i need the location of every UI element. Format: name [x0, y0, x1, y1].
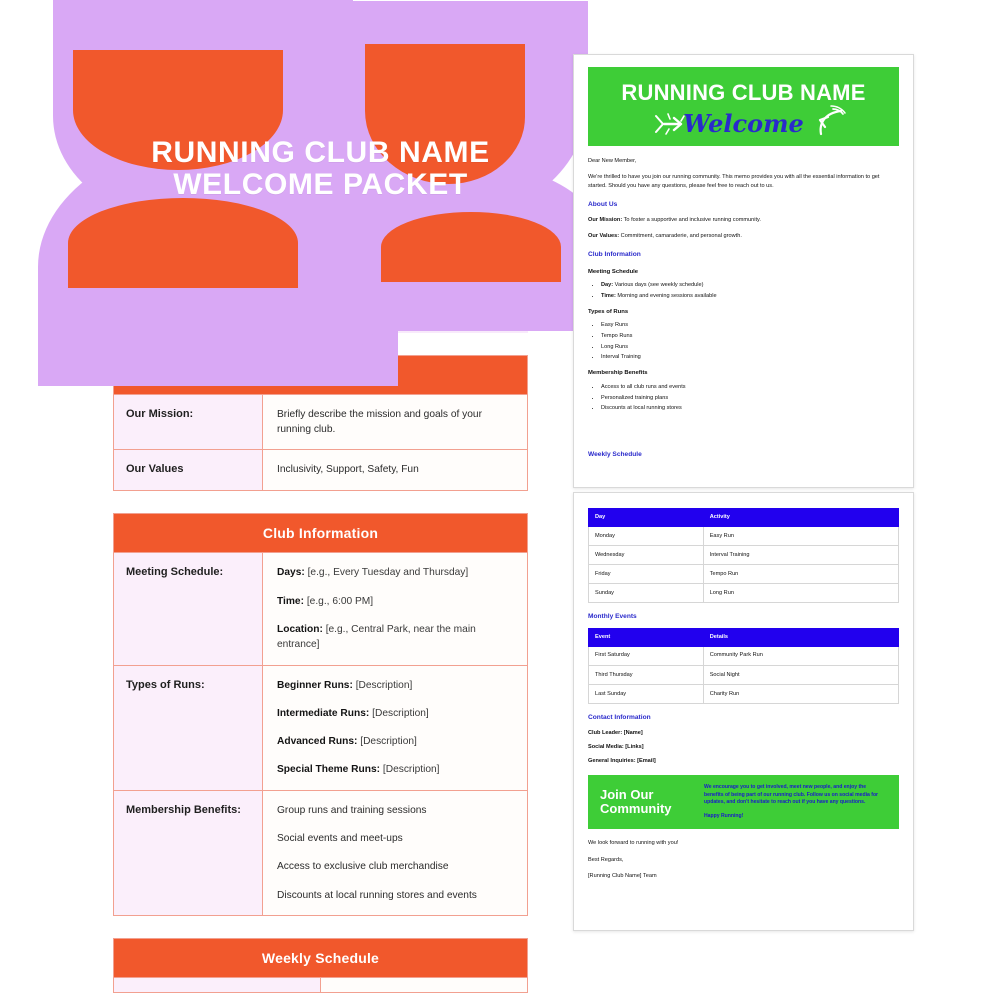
meeting-line — [277, 594, 513, 609]
welcome-packet-document — [113, 106, 528, 966]
club-information-heading: Club Information — [114, 514, 528, 553]
memo-salutation: Dear New Member, — [588, 158, 637, 164]
table-row — [114, 450, 528, 491]
run-type-line — [277, 706, 513, 721]
memo-values-line — [588, 232, 899, 241]
weekly-schedule-table — [113, 938, 528, 993]
memo-meeting-schedule-heading: Meeting Schedule — [588, 268, 639, 275]
memo-body-continued — [588, 508, 899, 881]
memo-mission-text: To foster a supportive and inclusive running community. — [622, 216, 761, 223]
cell-details: Social Night — [703, 666, 898, 685]
packet-title — [113, 106, 528, 232]
about-values-label: Our Values — [114, 450, 263, 491]
cell-day: Wednesday — [589, 546, 704, 565]
memo-meeting-list — [588, 281, 899, 301]
table-row — [589, 685, 899, 704]
memo-contact-information-heading: Contact Information — [588, 714, 651, 722]
table-row — [589, 666, 899, 685]
column-header-day: Day — [589, 509, 704, 527]
memo-banner — [588, 67, 899, 146]
cell-details: Community Park Run — [703, 646, 898, 665]
meeting-item-label: Day: — [601, 282, 614, 289]
contact-label: General Inquiries: — [588, 757, 636, 764]
table-header-row — [589, 509, 899, 527]
list-item: • Personalized training plans — [601, 394, 899, 403]
closing-line-2: Best Regards, — [588, 856, 624, 863]
column-header-event: Event — [589, 628, 704, 646]
contact-value: [Links] — [623, 743, 644, 750]
meeting-line-value: [e.g., Every Tuesday and Thursday] — [307, 567, 469, 579]
contact-label: Social Media: — [588, 743, 624, 750]
memo-closing — [588, 839, 899, 880]
cell-day: Sunday — [589, 584, 704, 603]
list-item: • Access to all club runs and events — [601, 383, 899, 392]
run-type-label: Beginner Runs: — [277, 679, 353, 691]
benefit-line: Access to exclusive club merchandise — [277, 861, 449, 873]
table-row — [589, 584, 899, 603]
about-mission-value: Briefly describe the mission and goals of your running club. — [263, 394, 528, 450]
memo-membership-benefits-heading: Membership Benefits — [588, 370, 648, 377]
meeting-item-value: Various days (see weekly schedule) — [613, 282, 704, 289]
list-item: • Long Runs — [601, 343, 899, 352]
meeting-line-value: [e.g., 6:00 PM] — [306, 595, 374, 607]
table-row — [114, 553, 528, 665]
weekly-schedule-heading: Weekly Schedule — [114, 938, 528, 977]
memo-body — [588, 157, 899, 461]
table-row — [589, 546, 899, 565]
closing-line-3: [Running Club Name] Team — [588, 872, 657, 879]
cell-activity: Interval Training — [703, 546, 898, 565]
meeting-line — [277, 622, 513, 653]
run-type-value: [Description] — [355, 679, 413, 691]
memo-spacer — [588, 419, 899, 441]
memo-page-2 — [573, 492, 914, 931]
memo-page-1-content — [574, 55, 913, 478]
join-community-callout — [588, 775, 899, 830]
membership-benefits-label: Membership Benefits: — [114, 790, 263, 915]
weekly-schedule-header-row — [114, 938, 528, 977]
sparkle-arrow-icon — [654, 111, 696, 137]
run-type-line — [277, 678, 513, 693]
cell-day: Friday — [589, 565, 704, 584]
run-type-label: Advanced Runs: — [277, 736, 358, 748]
run-type-label: Special Theme Runs: — [277, 764, 381, 776]
weekly-schedule-data-table — [588, 508, 899, 603]
memo-types-of-runs-heading: Types of Runs — [588, 308, 629, 315]
club-info-header-row — [114, 514, 528, 553]
meeting-line-label: Time: — [277, 595, 304, 607]
meeting-line-value: [e.g., Central Park, near the main entrance] — [277, 623, 476, 651]
run-type-value: [Description] — [372, 707, 429, 719]
memo-benefits-list — [588, 383, 899, 413]
cell-day: Monday — [589, 527, 704, 546]
benefit-line: Group runs and training sessions — [277, 804, 427, 816]
memo-values-text: Commitment, camaraderie, and personal growth. — [619, 232, 742, 239]
closing-line-1: We look forward to running with you! — [588, 840, 679, 847]
meeting-item-value: Morning and evening sessions available — [615, 292, 717, 299]
memo-weekly-schedule-heading: Weekly Schedule — [588, 451, 642, 459]
packet-hero-banner — [113, 106, 528, 232]
list-item: • Easy Runs — [601, 321, 899, 330]
memo-opening-paragraph: We're thrilled to have you join our running community. This memo provides you with all the essential information to get started. Should you have any questions, please feel free to reach out to us. — [588, 174, 880, 190]
run-type-value: [Description] — [360, 736, 417, 748]
meeting-item-label: Time: — [601, 292, 616, 299]
cell-event: Third Thursday — [589, 666, 704, 685]
join-community-body: We encourage you to get involved, meet new people, and enjoy the benefits of being part of our running club. Follow us on social media for updates, and don't hesitate to reach out if you have any questions. — [704, 783, 879, 806]
contact-value: [Name] — [622, 729, 643, 736]
memo-banner-title: RUNNING CLUB NAME — [621, 80, 866, 105]
cell-event: Last Sunday — [589, 685, 704, 704]
cell-activity: Long Run — [703, 584, 898, 603]
column-header-details: Details — [703, 628, 898, 646]
clipped-cell — [114, 977, 321, 992]
meeting-schedule-label: Meeting Schedule: — [114, 553, 263, 665]
about-mission-label: Our Mission: — [114, 394, 263, 450]
run-type-value: [Description] — [382, 764, 440, 776]
about-values-value: Inclusivity, Support, Safety, Fun — [263, 450, 528, 491]
table-header-row — [589, 628, 899, 646]
contact-social-media — [588, 743, 899, 752]
table-row — [589, 565, 899, 584]
table-row — [114, 665, 528, 790]
types-of-runs-value — [263, 665, 528, 790]
meeting-schedule-value — [263, 553, 528, 665]
run-type-line — [277, 734, 513, 749]
cell-activity: Tempo Run — [703, 565, 898, 584]
club-information-table — [113, 513, 528, 916]
membership-benefits-value — [263, 790, 528, 915]
memo-page-1 — [573, 54, 914, 488]
meeting-line-label: Days: — [277, 567, 305, 579]
list-item — [601, 292, 899, 301]
table-row — [114, 394, 528, 450]
memo-page-2-content — [574, 493, 913, 900]
curved-arrow-icon — [811, 107, 847, 139]
contact-club-leader — [588, 729, 899, 738]
memo-club-information-heading: Club Information — [588, 250, 641, 258]
benefit-line: Social events and meet-ups — [277, 833, 403, 844]
list-item: • Discounts at local running stores — [601, 404, 899, 413]
join-community-title: Join Our Community — [600, 786, 672, 817]
memo-mission-label: Our Mission: — [588, 216, 623, 223]
run-type-line — [277, 762, 513, 777]
column-header-activity: Activity — [703, 509, 898, 527]
contact-general-inquiries — [588, 757, 899, 766]
contact-label: Club Leader: — [588, 729, 623, 736]
memo-mission-line — [588, 216, 899, 225]
memo-monthly-events-heading: Monthly Events — [588, 613, 637, 621]
contact-value: [Email] — [635, 757, 656, 764]
benefit-line: Discounts at local running stores and events — [277, 889, 477, 901]
join-community-text-group — [704, 784, 887, 821]
cell-activity: Easy Run — [703, 527, 898, 546]
memo-banner-script: Welcome — [683, 109, 804, 138]
meeting-line-label: Location: — [277, 623, 323, 635]
table-row — [114, 790, 528, 915]
cell-event: First Saturday — [589, 646, 704, 665]
run-type-label: Intermediate Runs: — [277, 707, 370, 719]
memo-runs-list — [588, 321, 899, 362]
table-row — [589, 646, 899, 665]
packet-title-line-1: RUNNING CLUB NAME — [151, 135, 490, 169]
list-item: • Interval Training — [601, 353, 899, 362]
memo-about-us-heading: About Us — [588, 201, 618, 209]
weekly-schedule-clipped-row — [114, 977, 528, 992]
table-row — [589, 527, 899, 546]
list-item — [601, 281, 899, 290]
monthly-events-data-table — [588, 628, 899, 704]
packet-title-line-2: WELCOME PACKET — [173, 168, 468, 201]
cell-details: Charity Run — [703, 685, 898, 704]
meeting-line — [277, 565, 513, 580]
memo-values-label: Our Values: — [588, 232, 620, 239]
types-of-runs-label: Types of Runs: — [114, 665, 263, 790]
clipped-cell — [320, 977, 527, 992]
list-item: • Tempo Runs — [601, 332, 899, 341]
join-community-happy-running: Happy Running! — [704, 812, 744, 819]
